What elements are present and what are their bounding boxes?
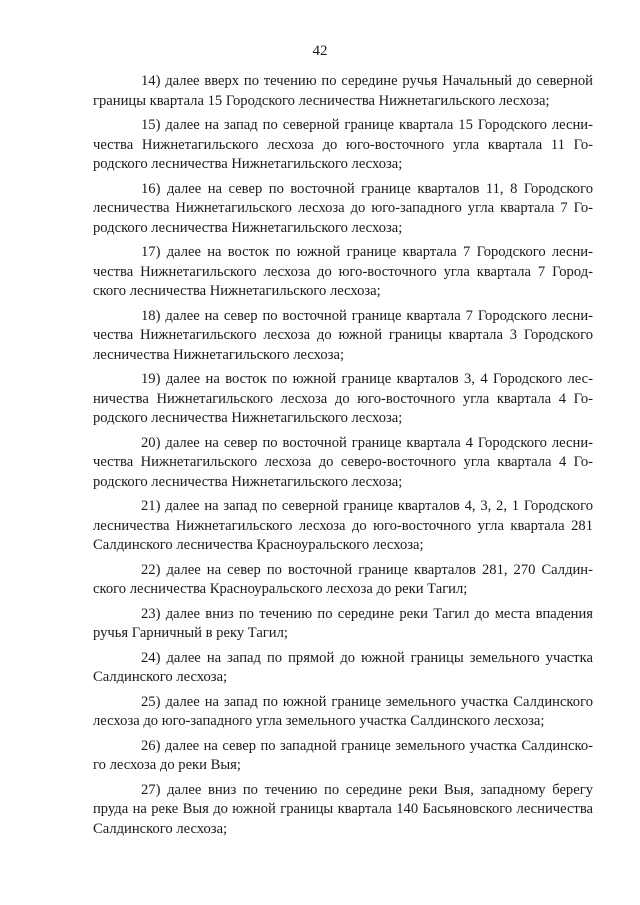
paragraph-19: 19) далее на восток по южной границе кварталов 3, 4 Городского лесничества Нижнетагильского лесхоза до юго-восточного угла квартала 4 Городского лесничества Нижнетагильского лесхоза; xyxy=(93,371,593,426)
paragraph-23: 23) далее вниз по течению по середине реки Тагил до места впадения ручья Гарничный в реку Тагил; xyxy=(93,605,593,641)
paragraph-16: 16) далее на север по восточной границе кварталов 11, 8 Городского лесничества Нижнетагильского лесхоза до юго-западного угла квартала 7 Городского лесничества Нижнетагильского лесхоза; xyxy=(93,180,593,236)
paragraph-17: 17) далее на восток по южной границе квартала 7 Городского лесничества Нижнетагильского лесхоза до юго-восточного угла квартала 7 Городского лесничества Нижнетагильского лесхоза; xyxy=(93,244,593,299)
paragraph-21: 21) далее на запад по северной границе кварталов 4, 3, 2, 1 Городского лесничества Нижнетагильского лесхоза до юго-восточного угла квартала 281 Салдинского лесничества Красноуральского лесхоза; xyxy=(93,498,593,553)
paragraph-14: 14) далее вверх по течению по середине ручья Начальный до северной границы квартала 15 Городского лесничества Нижнетагильского лесхоза; xyxy=(93,73,593,109)
paragraph-20: 20) далее на север по восточной границе квартала 4 Городского лесничества Нижнетагильского лесхоза до северо-восточного угла квартала 4 Городского лесничества Нижнетагильского лесхоза; xyxy=(93,434,593,490)
page-number: 42 xyxy=(312,43,328,59)
paragraph-15: 15) далее на запад по северной границе квартала 15 Городского лесничества Нижнетагильского лесхоза до юго-восточного угла квартала 11 Городского лесничества Нижнетагильского лесхоза; xyxy=(93,117,593,172)
paragraph-18: 18) далее на север по восточной границе квартала 7 Городского лесничества Нижнетагильского лесхоза до южной границы квартала 3 Городского лесничества Нижнетагильского лесхоза; xyxy=(93,307,593,363)
document-body xyxy=(93,72,593,844)
paragraph-26: 26) далее на север по западной границе земельного участка Салдинского лесхоза до реки Выя; xyxy=(93,737,593,773)
paragraph-22: 22) далее на север по восточной границе кварталов 281, 270 Салдинского лесничества Красноуральского лесхоза до реки Тагил; xyxy=(93,561,593,597)
paragraph-25: 25) далее на запад по южной границе земельного участка Салдинского лесхоза до юго-западного угла земельного участка Салдинского лесхоза; xyxy=(93,693,593,729)
paragraph-24: 24) далее на запад по прямой до южной границы земельного участка Салдинского лесхоза; xyxy=(93,649,593,685)
paragraph-27: 27) далее вниз по течению по середине реки Выя, западному берегу пруда на реке Выя до южной границы квартала 140 Басьяновского лесничества Салдинского лесхоза; xyxy=(93,781,593,837)
